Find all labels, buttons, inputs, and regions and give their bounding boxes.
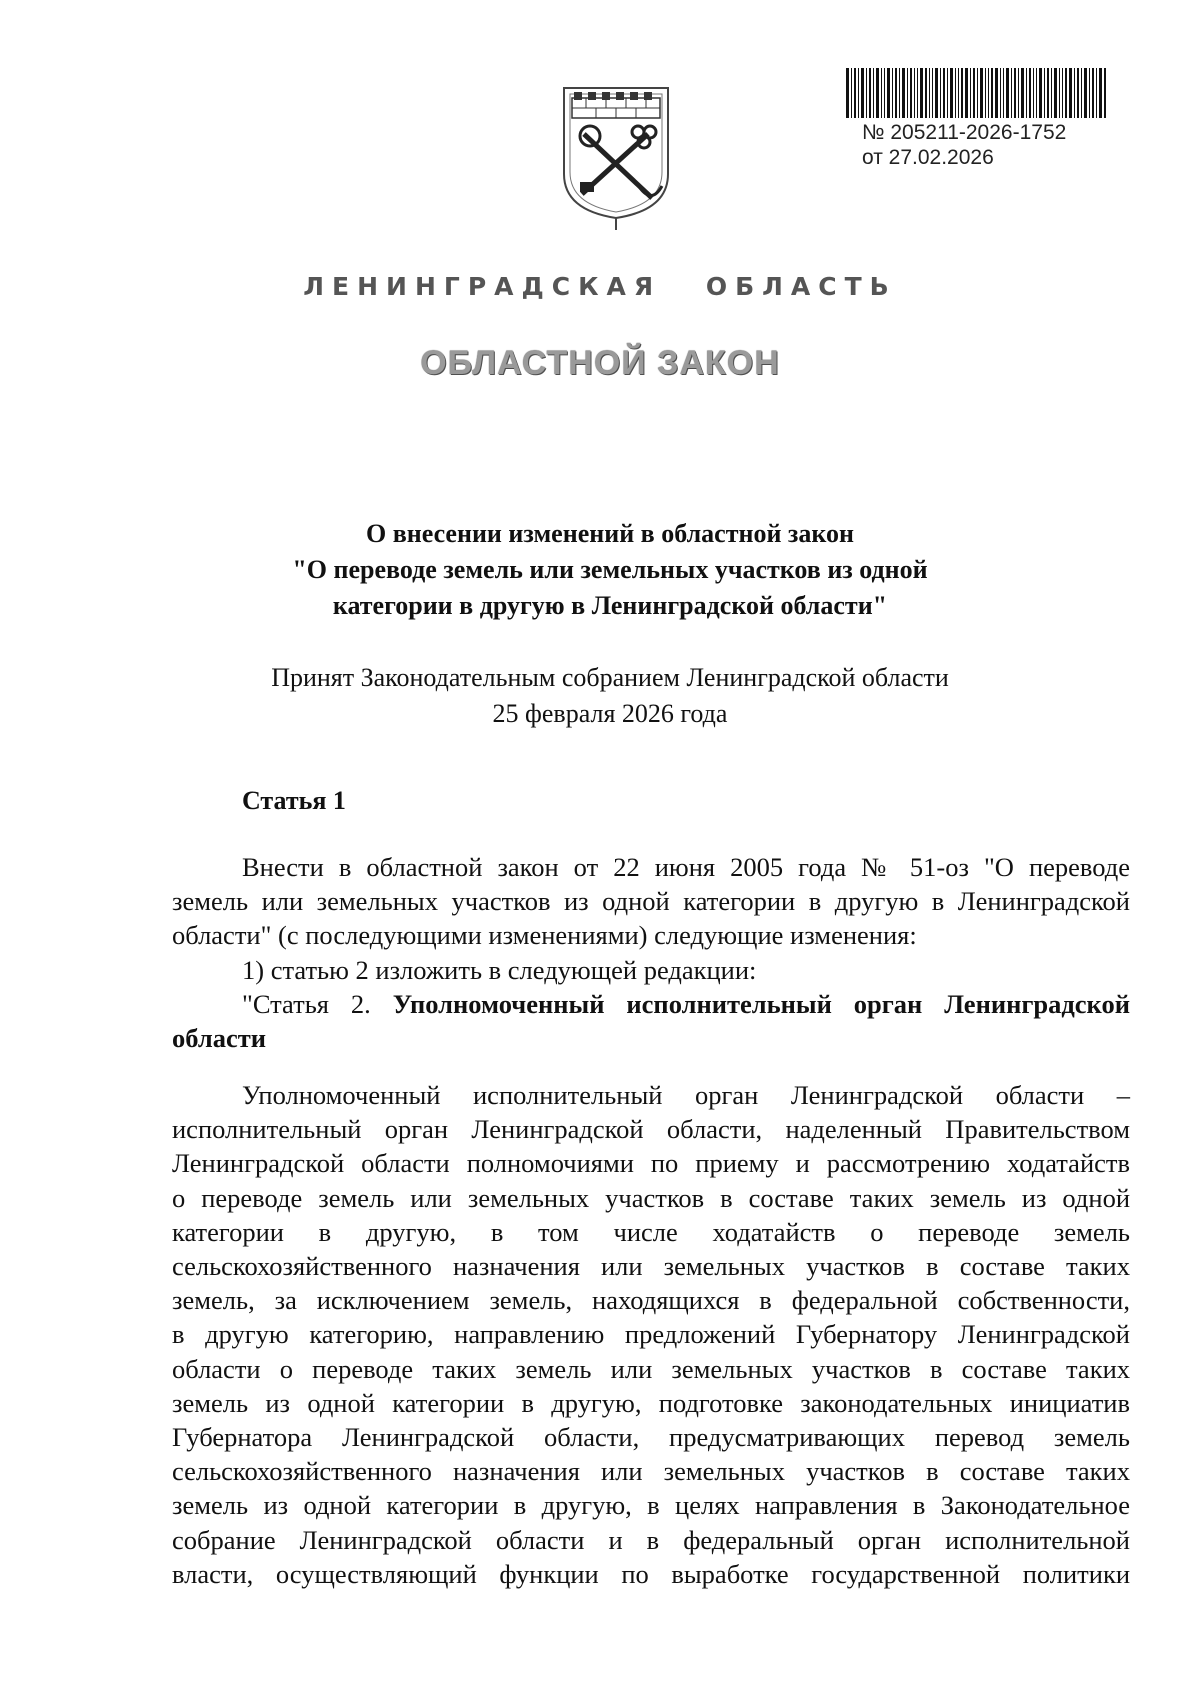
text-line: области" (с последующими изменениями) следующие изменения:	[172, 920, 917, 951]
article-2-title: Уполномоченный исполнительный орган Ленинградской	[392, 988, 1130, 1019]
law-title-line: категории в другую в Ленинградской области"	[332, 591, 888, 620]
text-line: Губернатора Ленинградской области, предусматривающих перевод земель	[172, 1422, 1130, 1453]
text-line: власти, осуществляющий функции по выработке государственной политики	[172, 1558, 1130, 1589]
article-1-paragraph	[172, 850, 1130, 1055]
text-line: категории в другую, в том числе ходатайств о переводе земель	[172, 1216, 1130, 1247]
coat-of-arms-emblem	[556, 82, 676, 232]
text-line: в другую категорию, направлению предложений Губернатору Ленинградской	[172, 1319, 1130, 1350]
text-line: земель или земельных участков из одной категории в другую в Ленинградской	[172, 886, 1130, 917]
text-line: исполнительный орган Ленинградской области, наделенный Правительством	[172, 1114, 1130, 1145]
text-line: Уполномоченный исполнительный орган Ленинградской области –	[242, 1080, 1130, 1110]
adoption-date: 25 февраля 2026 года	[492, 699, 728, 728]
barcode	[846, 68, 1106, 118]
text-line: сельскохозяйственного назначения или земельных участков в составе таких	[172, 1456, 1130, 1487]
text-line: о переводе земель или земельных участков в составе таких земель из одной	[172, 1182, 1130, 1213]
article-2-heading-line	[172, 987, 1130, 1021]
text-line: Ленинградской области полномочиями по приему и рассмотрению ходатайств	[172, 1148, 1130, 1179]
amendment-item: 1) статью 2 изложить в следующей редакции:	[242, 954, 757, 985]
text-line: земель из одной категории в другую, в целях направления в Законодательное	[172, 1490, 1130, 1521]
adoption-line: Принят Законодательным собранием Ленинградской области	[271, 663, 949, 692]
text-line: Внести в областной закон от 22 июня 2005 года № 51-оз "О переводе	[242, 852, 1130, 882]
article-2-heading-line: области	[172, 1023, 267, 1054]
law-type-heading: ОБЛАСТНОЙ ЗАКОН	[420, 344, 780, 382]
text-line: земель, за исключением земель, находящихся в федеральной собственности,	[172, 1285, 1130, 1316]
text-line: земель из одной категории в другую, подготовке законодательных инициатив	[172, 1387, 1130, 1418]
article-2-prefix: "Статья 2.	[242, 988, 393, 1019]
text-line: собрание Ленинградской области и в федеральный орган исполнительной	[172, 1524, 1130, 1555]
region-name: ЛЕНИНГРАДСКАЯ ОБЛАСТЬ	[303, 272, 897, 301]
registration-date: от 27.02.2026	[862, 146, 994, 169]
registration-stamp	[862, 120, 1066, 170]
law-title-line: "О переводе земель или земельных участков из одной	[292, 555, 928, 584]
article-heading: Статья 1	[242, 786, 346, 815]
adoption-note	[160, 660, 1060, 732]
article-2-paragraph	[172, 1078, 1130, 1591]
text-line: области о переводе таких земель или земельных участков в составе таких	[172, 1353, 1130, 1384]
registration-number: № 205211-2026-1752	[862, 121, 1067, 144]
law-title-line: О внесении изменений в областной закон	[365, 519, 855, 548]
text-line: сельскохозяйственного назначения или земельных участков в составе таких	[172, 1251, 1130, 1282]
law-title	[160, 516, 1060, 624]
